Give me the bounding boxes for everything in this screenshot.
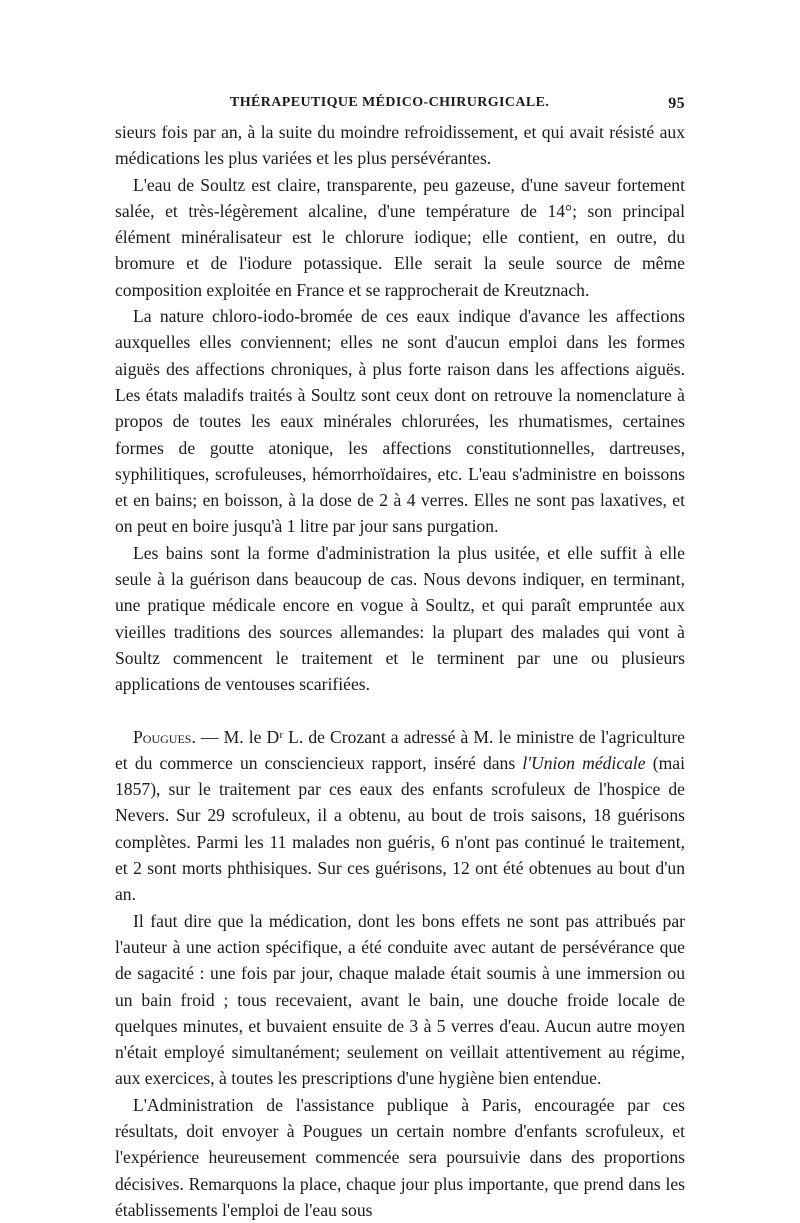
pougues-paragraph-2: Il faut dire que la médication, dont les bons effets ne sont pas attribués par l'auteur à une action spécifique, a été conduite avec autant de persévérance que de sagacité : une fois par jour, chaque malade était soumis à une immersion ou un bain froid ; tous recevaient, avant le bain, une douche froide locale de quelques minutes, et buvaient ensuite de 3 à 5 verres d'eau. Aucun autre moyen n'était employé simultanément; seulement on veillait attentivement au régime, aux exercices, à toutes les prescriptions d'une hygiène bien entendue. (115, 910, 685, 1089)
book-page (115, 95, 685, 1223)
running-title: THÉRAPEUTIQUE MÉDICO-CHIRURGICALE. (230, 95, 550, 110)
pougues-section-label: Pougues. (133, 726, 196, 747)
section-gap (115, 698, 685, 724)
soultz-paragraph-3: La nature chloro-iodo-bromée de ces eaux indique d'avance les affections auxquelles elles conviennent; elles ne sont d'aucun emploi dans les formes aiguës des affections chroniques, à plus forte raison dans les affections aiguës. Les états maladifs traités à Soultz sont ceux dont on retrouve la nomenclature à propos de toutes les eaux minérales chlorurées, les rhumatismes, certaines formes de goutte atonique, les affections constitutionnelles, dartreuses, syphilitiques, scrofuleuses, hémorrhoïdaires, etc. L'eau s'administre en boissons et en bains; en boisson, à la dose de 2 à 4 verres. Elles ne sont pas laxatives, et on peut en boire jusqu'à 1 litre par jour sans purgation. (115, 306, 685, 537)
pougues-paragraph-1 (115, 724, 685, 908)
pougues-paragraph-3: L'Administration de l'assistance publique à Paris, encouragée par ces résultats, doit envoyer à Pougues un certain nombre d'enfants scrofuleux, et l'expérience heureusement commencée sera poursuivie dans des proportions décisives. Remarquons la place, chaque jour plus importante, que prend dans les établissements l'emploi de l'eau sous (115, 1094, 685, 1220)
page-number: 95 (668, 95, 685, 112)
soultz-paragraph-4: Les bains sont la forme d'administration la plus usitée, et elle suffit à elle seule à la guérison dans beaucoup de cas. Nous devons indiquer, en terminant, une pratique médicale encore en vogue à Soultz, et qui paraît empruntée aux vieilles traditions des sources allemandes: la plupart des malades qui vont à Soultz commencent le traitement et le terminent par une ou plusieurs applications de ventouses scarifiées. (115, 542, 685, 695)
soultz-paragraph-2: L'eau de Soultz est claire, transparente, peu gazeuse, d'une saveur fortement salée, et très-légèrement alcaline, d'une température de 14°; son principal élément minéralisateur est le chlorure iodique; elle contient, en outre, du bromure et de l'iodure potassique. Elle serait la seule source de même composition exploitée en France et se rapprocherait de Kreutznach. (115, 174, 685, 300)
pougues-paragraph-1-text-a: — M. le Dʳ L. de Crozant a adressé à M. le ministre de l'agriculture et du commerce un consciencieux rapport, inséré dans (115, 726, 685, 773)
soultz-paragraph-1: sieurs fois par an, à la suite du moindre refroidissement, et qui avait résisté aux médications les plus variées et les plus persévérantes. (115, 122, 685, 169)
running-header (115, 95, 685, 119)
pougues-paragraph-1-text-b: (mai 1857), sur le traitement par ces eaux des enfants scrofuleux de l'hospice de Nevers. Sur 29 scrofuleux, il a obtenu, au bout de trois saisons, 18 guérisons complètes. Parmi les 11 malades non guéris, 6 n'ont pas continué le traitement, et 2 sont morts phthisiques. Sur ces guérisons, 12 ont été obtenues au bout d'un an. (115, 752, 686, 905)
journal-title: l'Union médicale (522, 752, 646, 773)
